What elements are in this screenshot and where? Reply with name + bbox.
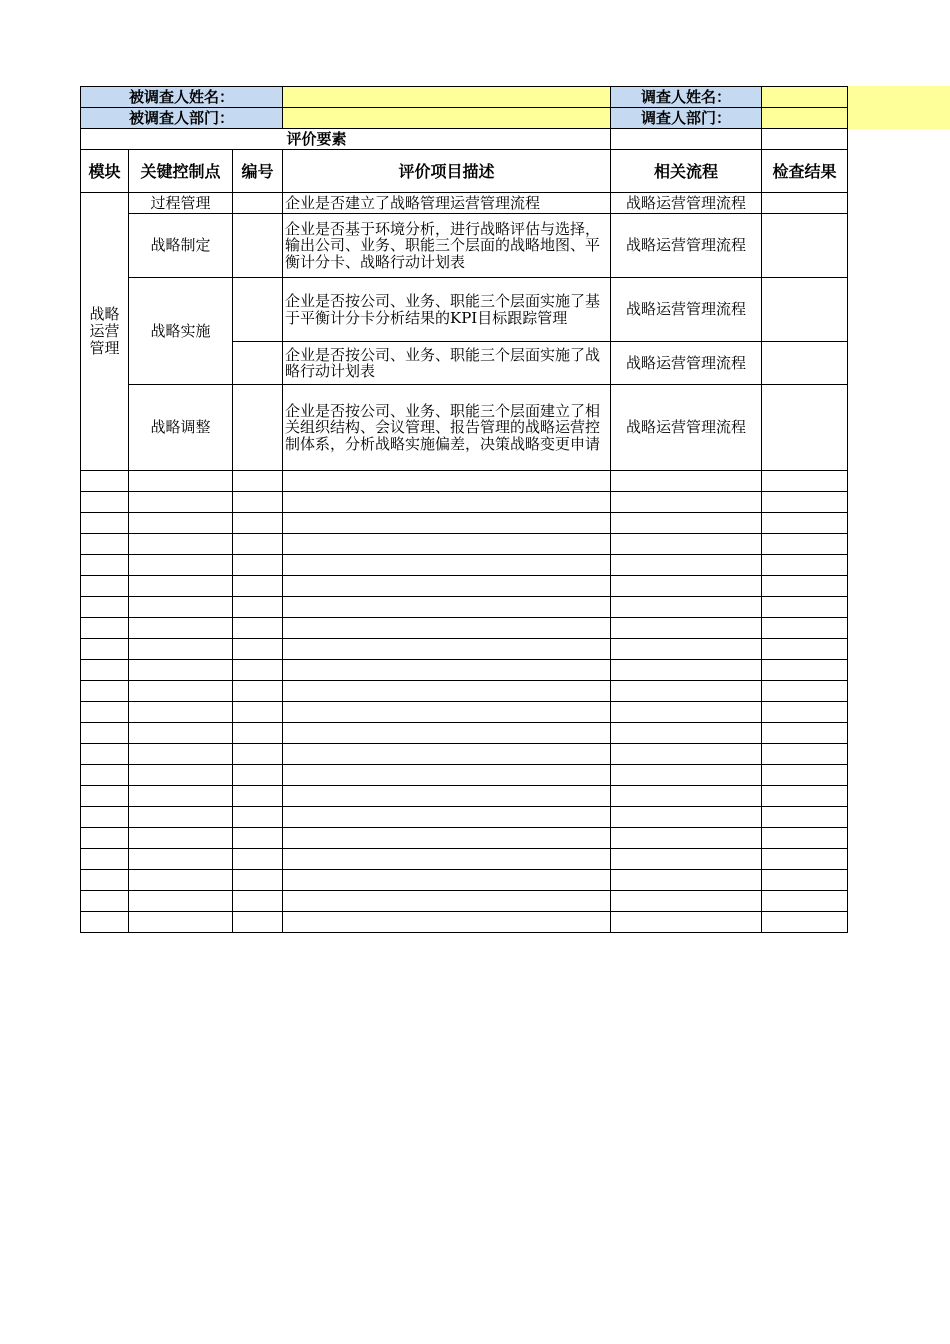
empty-cell[interactable]: [283, 786, 611, 807]
col-header-number: 编号: [233, 150, 283, 193]
table-row: [81, 278, 848, 342]
empty-cell[interactable]: [129, 618, 233, 639]
empty-cell[interactable]: [762, 744, 848, 765]
process-cell: 战略运营管理流程: [611, 278, 762, 342]
group-header-blank: [611, 129, 762, 150]
empty-row: [81, 492, 848, 513]
empty-cell[interactable]: [283, 807, 611, 828]
empty-cell[interactable]: [81, 534, 129, 555]
empty-cell[interactable]: [233, 870, 283, 891]
empty-cell[interactable]: [129, 744, 233, 765]
number-cell[interactable]: [233, 342, 283, 385]
description-cell: 企业是否按公司、业务、职能三个层面建立了相关组织结构、会议管理、报告管理的战略运营控制体系，分析战略实施偏差，决策战略变更申请: [283, 385, 611, 471]
empty-cell[interactable]: [81, 807, 129, 828]
empty-cell[interactable]: [611, 471, 762, 492]
empty-cell[interactable]: [611, 492, 762, 513]
empty-cell[interactable]: [762, 870, 848, 891]
respondent-name-field[interactable]: [283, 87, 611, 108]
module-cell: 战略运营管理: [81, 193, 129, 471]
empty-cell[interactable]: [762, 723, 848, 744]
empty-cell[interactable]: [233, 576, 283, 597]
empty-cell[interactable]: [233, 723, 283, 744]
empty-cell[interactable]: [611, 639, 762, 660]
empty-cell[interactable]: [762, 849, 848, 870]
empty-cell[interactable]: [81, 597, 129, 618]
empty-cell[interactable]: [129, 807, 233, 828]
empty-cell[interactable]: [762, 471, 848, 492]
empty-cell[interactable]: [283, 891, 611, 912]
empty-cell[interactable]: [129, 597, 233, 618]
investigator-dept-field[interactable]: [762, 108, 848, 129]
empty-cell[interactable]: [81, 912, 129, 933]
number-cell[interactable]: [233, 278, 283, 342]
empty-row: [81, 555, 848, 576]
empty-cell[interactable]: [611, 576, 762, 597]
empty-cell[interactable]: [233, 744, 283, 765]
respondent-dept-label: 被调查人部门：: [81, 108, 283, 129]
investigator-name-field[interactable]: [762, 87, 848, 108]
empty-cell[interactable]: [283, 492, 611, 513]
empty-cell[interactable]: [283, 849, 611, 870]
empty-cell[interactable]: [762, 807, 848, 828]
empty-cell[interactable]: [233, 534, 283, 555]
col-header-process: 相关流程: [611, 150, 762, 193]
number-cell[interactable]: [233, 214, 283, 278]
empty-cell[interactable]: [283, 702, 611, 723]
group-header: 评价要素: [81, 129, 611, 150]
respondent-dept-row: [81, 108, 848, 129]
empty-row: [81, 513, 848, 534]
empty-cell[interactable]: [81, 828, 129, 849]
empty-cell[interactable]: [283, 912, 611, 933]
empty-cell[interactable]: [233, 639, 283, 660]
result-cell[interactable]: [762, 214, 848, 278]
group-header-blank: [762, 129, 848, 150]
empty-row: [81, 912, 848, 933]
investigator-name-label: 调查人姓名：: [611, 87, 762, 108]
result-cell[interactable]: [762, 193, 848, 214]
empty-cell[interactable]: [129, 555, 233, 576]
empty-cell[interactable]: [283, 534, 611, 555]
empty-cell[interactable]: [611, 513, 762, 534]
empty-cell[interactable]: [233, 471, 283, 492]
empty-cell[interactable]: [81, 576, 129, 597]
empty-row: [81, 471, 848, 492]
empty-cell[interactable]: [233, 618, 283, 639]
empty-cell[interactable]: [81, 555, 129, 576]
number-cell[interactable]: [233, 385, 283, 471]
empty-cell[interactable]: [129, 786, 233, 807]
empty-cell[interactable]: [81, 870, 129, 891]
empty-cell[interactable]: [129, 513, 233, 534]
column-header-row: [81, 150, 848, 193]
empty-cell[interactable]: [233, 765, 283, 786]
empty-cell[interactable]: [283, 765, 611, 786]
empty-cell[interactable]: [129, 639, 233, 660]
empty-cell[interactable]: [233, 660, 283, 681]
empty-cell[interactable]: [129, 765, 233, 786]
empty-cell[interactable]: [129, 723, 233, 744]
empty-cell[interactable]: [611, 849, 762, 870]
empty-cell[interactable]: [762, 891, 848, 912]
empty-cell[interactable]: [129, 828, 233, 849]
empty-row: [81, 639, 848, 660]
empty-cell[interactable]: [283, 639, 611, 660]
empty-cell[interactable]: [762, 555, 848, 576]
empty-row: [81, 618, 848, 639]
empty-cell[interactable]: [611, 723, 762, 744]
empty-cell[interactable]: [129, 534, 233, 555]
evaluation-table: [80, 86, 848, 933]
col-header-control-point: 关键控制点: [129, 150, 233, 193]
empty-cell[interactable]: [81, 618, 129, 639]
control-point-cell: 战略实施: [129, 278, 233, 385]
investigator-value-overflow: [848, 86, 950, 129]
empty-cell[interactable]: [233, 891, 283, 912]
empty-cell[interactable]: [81, 471, 129, 492]
number-cell[interactable]: [233, 193, 283, 214]
empty-cell[interactable]: [283, 681, 611, 702]
table-row: [81, 214, 848, 278]
empty-cell[interactable]: [233, 786, 283, 807]
empty-cell[interactable]: [81, 513, 129, 534]
empty-cell[interactable]: [81, 723, 129, 744]
col-header-module: 模块: [81, 150, 129, 193]
empty-row: [81, 576, 848, 597]
empty-cell[interactable]: [283, 597, 611, 618]
empty-cell[interactable]: [611, 681, 762, 702]
empty-cell[interactable]: [611, 786, 762, 807]
empty-cell[interactable]: [129, 660, 233, 681]
empty-row: [81, 807, 848, 828]
respondent-dept-field[interactable]: [283, 108, 611, 129]
empty-row: [81, 786, 848, 807]
empty-row: [81, 597, 848, 618]
empty-cell[interactable]: [233, 597, 283, 618]
empty-cell[interactable]: [762, 534, 848, 555]
table-row: [81, 385, 848, 471]
empty-cell[interactable]: [81, 492, 129, 513]
empty-row: [81, 849, 848, 870]
empty-cell[interactable]: [762, 618, 848, 639]
empty-cell[interactable]: [283, 513, 611, 534]
group-header-row: [81, 129, 848, 150]
empty-cell[interactable]: [611, 870, 762, 891]
empty-cell[interactable]: [233, 828, 283, 849]
empty-cell[interactable]: [283, 618, 611, 639]
empty-cell[interactable]: [762, 765, 848, 786]
empty-row: [81, 765, 848, 786]
empty-cell[interactable]: [233, 492, 283, 513]
col-header-description: 评价项目描述: [283, 150, 611, 193]
empty-row: [81, 744, 848, 765]
empty-cell[interactable]: [81, 702, 129, 723]
investigator-dept-label: 调查人部门：: [611, 108, 762, 129]
process-cell: 战略运营管理流程: [611, 214, 762, 278]
empty-cell[interactable]: [611, 828, 762, 849]
respondent-name-row: [81, 87, 848, 108]
description-cell: 企业是否按公司、业务、职能三个层面实施了基于平衡计分卡分析结果的KPI目标跟踪管理: [283, 278, 611, 342]
empty-cell[interactable]: [129, 471, 233, 492]
empty-cell[interactable]: [129, 912, 233, 933]
process-cell: 战略运营管理流程: [611, 385, 762, 471]
empty-cell[interactable]: [81, 765, 129, 786]
empty-cell[interactable]: [762, 828, 848, 849]
process-cell: 战略运营管理流程: [611, 193, 762, 214]
empty-cell[interactable]: [762, 513, 848, 534]
empty-cell[interactable]: [611, 807, 762, 828]
empty-cell[interactable]: [81, 849, 129, 870]
empty-cell[interactable]: [283, 744, 611, 765]
empty-row: [81, 660, 848, 681]
empty-cell[interactable]: [762, 786, 848, 807]
empty-row: [81, 681, 848, 702]
empty-cell[interactable]: [129, 891, 233, 912]
empty-cell[interactable]: [233, 702, 283, 723]
empty-cell[interactable]: [611, 765, 762, 786]
empty-cell[interactable]: [81, 786, 129, 807]
empty-row: [81, 870, 848, 891]
empty-cell[interactable]: [283, 576, 611, 597]
empty-cell[interactable]: [233, 849, 283, 870]
description-cell: 企业是否建立了战略管理运营管理流程: [283, 193, 611, 214]
empty-cell[interactable]: [611, 744, 762, 765]
empty-cell[interactable]: [283, 555, 611, 576]
empty-cell[interactable]: [611, 555, 762, 576]
empty-row: [81, 891, 848, 912]
empty-cell[interactable]: [762, 702, 848, 723]
empty-cell[interactable]: [233, 681, 283, 702]
empty-cell[interactable]: [611, 597, 762, 618]
empty-row: [81, 702, 848, 723]
respondent-name-label: 被调查人姓名：: [81, 87, 283, 108]
empty-cell[interactable]: [762, 576, 848, 597]
control-point-cell: 过程管理: [129, 193, 233, 214]
empty-cell[interactable]: [129, 576, 233, 597]
empty-cell[interactable]: [283, 660, 611, 681]
description-cell: 企业是否基于环境分析，进行战略评估与选择，输出公司、业务、职能三个层面的战略地图、平衡计分卡、战略行动计划表: [283, 214, 611, 278]
empty-cell[interactable]: [81, 639, 129, 660]
empty-cell[interactable]: [81, 891, 129, 912]
empty-cell[interactable]: [129, 492, 233, 513]
empty-cell[interactable]: [611, 660, 762, 681]
empty-cell[interactable]: [283, 471, 611, 492]
table-row: [81, 193, 848, 214]
empty-cell[interactable]: [81, 744, 129, 765]
empty-row: [81, 534, 848, 555]
empty-cell[interactable]: [81, 681, 129, 702]
empty-cell[interactable]: [129, 849, 233, 870]
empty-cell[interactable]: [762, 660, 848, 681]
empty-cell[interactable]: [233, 555, 283, 576]
empty-cell[interactable]: [283, 828, 611, 849]
description-cell: 企业是否按公司、业务、职能三个层面实施了战略行动计划表: [283, 342, 611, 385]
empty-cell[interactable]: [762, 597, 848, 618]
empty-cell[interactable]: [762, 912, 848, 933]
empty-row: [81, 828, 848, 849]
empty-cell[interactable]: [762, 681, 848, 702]
process-cell: 战略运营管理流程: [611, 342, 762, 385]
col-header-result: 检查结果: [762, 150, 848, 193]
empty-cell[interactable]: [283, 723, 611, 744]
empty-cell[interactable]: [233, 912, 283, 933]
empty-cell[interactable]: [762, 492, 848, 513]
empty-cell[interactable]: [129, 681, 233, 702]
empty-cell[interactable]: [233, 807, 283, 828]
empty-cell[interactable]: [611, 618, 762, 639]
empty-cell[interactable]: [233, 513, 283, 534]
result-cell[interactable]: [762, 385, 848, 471]
empty-cell[interactable]: [611, 891, 762, 912]
empty-cell[interactable]: [611, 534, 762, 555]
empty-cell[interactable]: [762, 639, 848, 660]
control-point-cell: 战略调整: [129, 385, 233, 471]
empty-cell[interactable]: [129, 870, 233, 891]
empty-cell[interactable]: [283, 870, 611, 891]
empty-cell[interactable]: [129, 702, 233, 723]
result-cell[interactable]: [762, 342, 848, 385]
empty-cell[interactable]: [611, 912, 762, 933]
empty-cell[interactable]: [81, 660, 129, 681]
control-point-cell: 战略制定: [129, 214, 233, 278]
empty-row: [81, 723, 848, 744]
result-cell[interactable]: [762, 278, 848, 342]
empty-cell[interactable]: [611, 702, 762, 723]
